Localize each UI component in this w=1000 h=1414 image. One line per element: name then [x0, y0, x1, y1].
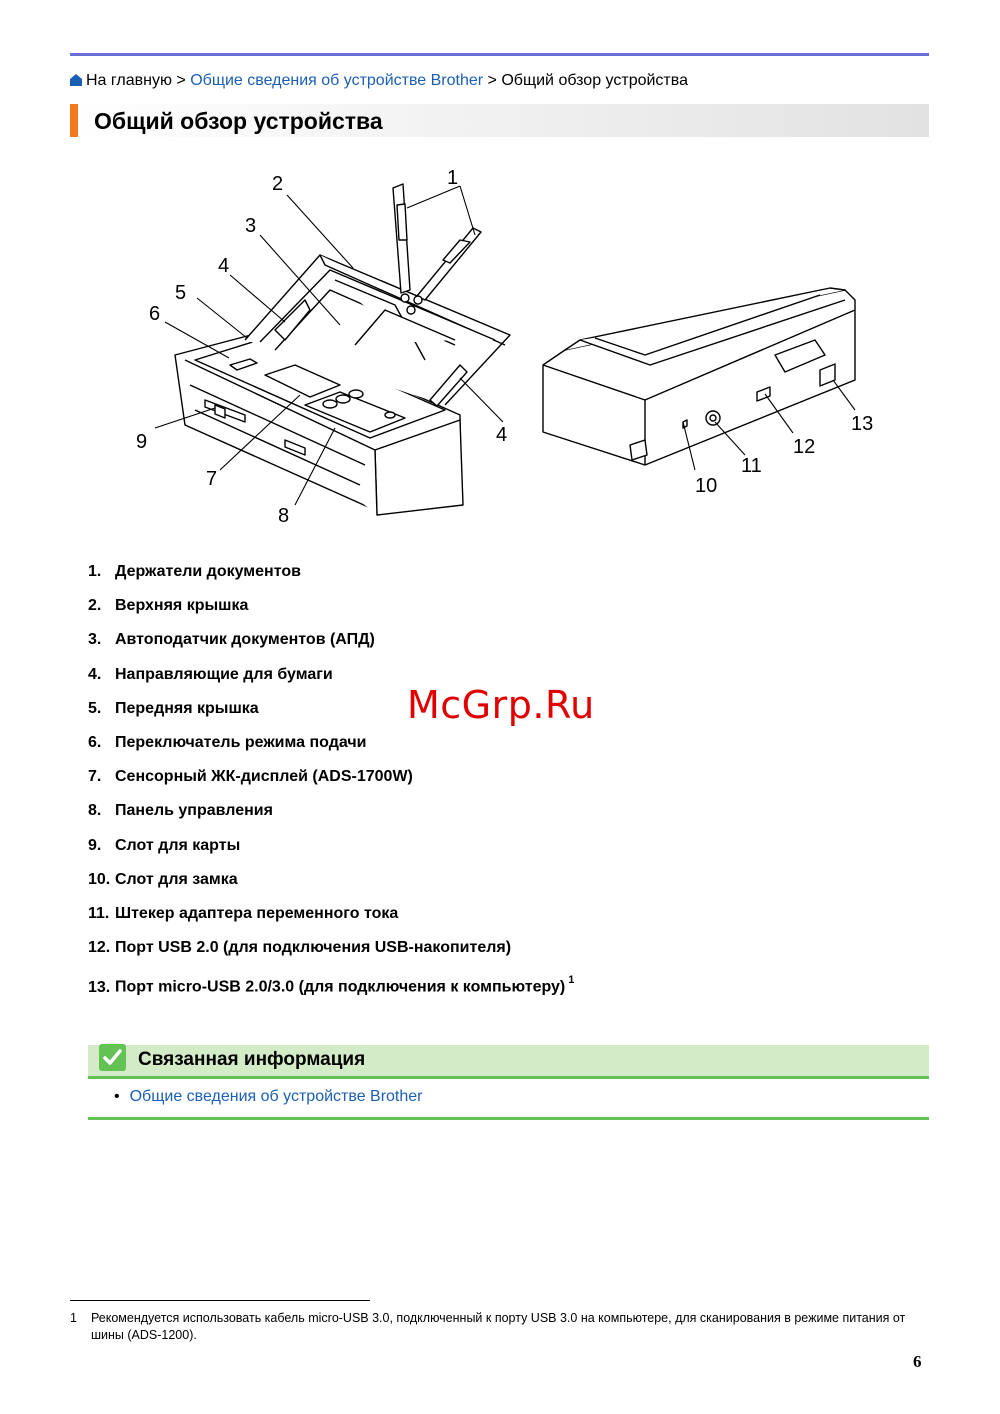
- callout-6: 6: [149, 303, 161, 325]
- related-info-heading: Связанная информация: [138, 1049, 366, 1070]
- callout-13: 13: [851, 413, 874, 435]
- breadcrumb-home[interactable]: На главную: [86, 72, 172, 89]
- list-item: 4. Направляющие для бумаги: [88, 665, 333, 683]
- home-icon[interactable]: [70, 74, 82, 86]
- page-title: Общий обзор устройства: [94, 108, 383, 134]
- breadcrumb-separator: >: [487, 72, 497, 89]
- footnote-divider: [70, 1300, 370, 1301]
- footnote-mark: 1: [70, 1311, 77, 1325]
- breadcrumb: [70, 71, 688, 91]
- callout-7: 7: [206, 468, 218, 490]
- scanner-illustration: [125, 160, 885, 530]
- list-item: 2. Верхняя крышка: [88, 597, 249, 615]
- list-item: 8. Панель управления: [88, 802, 273, 820]
- callout-3: 3: [245, 215, 257, 237]
- callout-10: 10: [695, 475, 718, 497]
- breadcrumb-current: Общий обзор устройства: [501, 72, 688, 89]
- list-item: 9. Слот для карты: [88, 836, 241, 854]
- list-item: 13. Порт micro-USB 2.0/3.0 (для подключения к компьютеру) $^1$: [88, 974, 575, 996]
- callout-4: 4: [218, 255, 230, 277]
- list-item: 11. Штекер адаптера переменного тока: [88, 904, 399, 922]
- callout-1: 1: [447, 167, 459, 189]
- title-accent: [70, 104, 78, 137]
- callout-9: 9: [136, 431, 148, 453]
- breadcrumb-link-overview[interactable]: Общие сведения об устройстве Brother: [190, 72, 484, 89]
- page-title-bar: [70, 104, 929, 137]
- callout-5: 5: [175, 282, 187, 304]
- callout-11: 11: [741, 455, 762, 477]
- callout-8: 8: [278, 505, 290, 527]
- list-item: 10. Слот для замка: [88, 870, 238, 888]
- top-rule: [70, 53, 929, 56]
- related-links: [114, 1087, 423, 1107]
- callout-12: 12: [793, 436, 816, 458]
- related-link-overview[interactable]: Общие сведения об устройстве Brother: [129, 1088, 423, 1105]
- page-number: 6: [913, 1352, 922, 1371]
- list-item: [114, 1087, 423, 1107]
- list-item: 12. Порт USB 2.0 (для подключения USB-накопителя): [88, 939, 512, 957]
- callout-4b: 4: [496, 424, 508, 446]
- footnote-text: Рекомендуется использовать кабель micro-USB 3.0, подключенный к порту USB 3.0 на компьютере, для сканирования в режиме питания от шины (ADS-1200).: [91, 1311, 906, 1342]
- related-info-header: [88, 1045, 929, 1079]
- list-item: 5. Передняя крышка: [88, 699, 259, 717]
- related-divider: [88, 1117, 929, 1120]
- list-item: 6. Переключатель режима подачи: [88, 733, 367, 751]
- list-item: 7. Сенсорный ЖК-дисплей (ADS-1700W): [88, 768, 413, 786]
- list-item: 1. Держатели документов: [88, 563, 301, 580]
- callout-2: 2: [272, 173, 284, 195]
- watermark: McGrp.Ru: [407, 683, 595, 727]
- parts-list: [88, 562, 888, 1006]
- checkmark-icon: [99, 1044, 126, 1071]
- list-item: 3. Автоподатчик документов (АПД): [88, 631, 375, 649]
- footnote-ref[interactable]: 1: [568, 974, 575, 987]
- breadcrumb-separator: >: [176, 72, 186, 89]
